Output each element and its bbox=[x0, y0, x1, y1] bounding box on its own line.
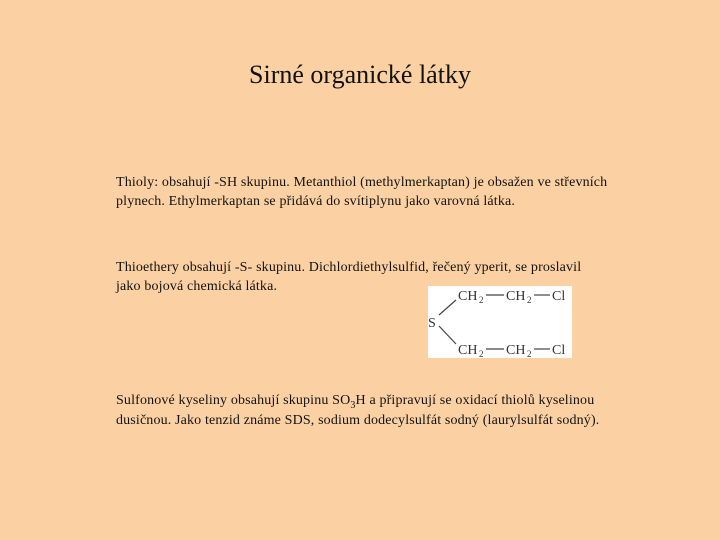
sulfonic-subscript: 3 bbox=[350, 400, 356, 411]
top-ch-1: CH bbox=[458, 289, 478, 304]
thiols-paragraph: Thioly: obsahují -SH skupinu. Metanthiol (methylmerkaptan) je obsažen ve střevních plynech. Ethylmerkaptan se přidává do svítiplynu jako varovná látka. bbox=[116, 175, 608, 209]
yperite-structure-image bbox=[428, 286, 572, 358]
sulfonic-text-before: Sulfonové kyseliny obsahují skupinu SO bbox=[116, 393, 351, 408]
s-bond-up bbox=[439, 300, 456, 315]
top-ch-2-sub: 2 bbox=[527, 295, 532, 305]
sulfonic-acids-paragraph bbox=[116, 391, 606, 430]
top-ch-1-sub: 2 bbox=[479, 295, 484, 305]
bottom-ch-1: CH bbox=[458, 343, 478, 358]
sulfur-atom: S bbox=[428, 316, 436, 331]
yperite-structure-diagram bbox=[428, 286, 572, 358]
top-cl: Cl bbox=[552, 289, 566, 304]
bottom-ch-2-sub: 2 bbox=[527, 349, 532, 358]
sulfonic-text-after: H a připravují se oxidací thiolů kyselinou dusičnou. Jako tenzid známe SDS, sodium dodecylsulfát sodný (laurylsulfát sodný). bbox=[116, 393, 600, 428]
s-bond-down bbox=[439, 326, 456, 344]
top-ch-2: CH bbox=[506, 289, 526, 304]
bottom-cl: Cl bbox=[552, 343, 566, 358]
bottom-ch-2: CH bbox=[506, 343, 526, 358]
slide-title: Sirné organické látky bbox=[249, 60, 471, 89]
thioethers-paragraph: Thioethery obsahují -S- skupinu. Dichlordiethylsulfid, řečený yperit, se proslavil jako bojová chemická látka. bbox=[116, 260, 582, 294]
bottom-ch-1-sub: 2 bbox=[479, 349, 484, 358]
